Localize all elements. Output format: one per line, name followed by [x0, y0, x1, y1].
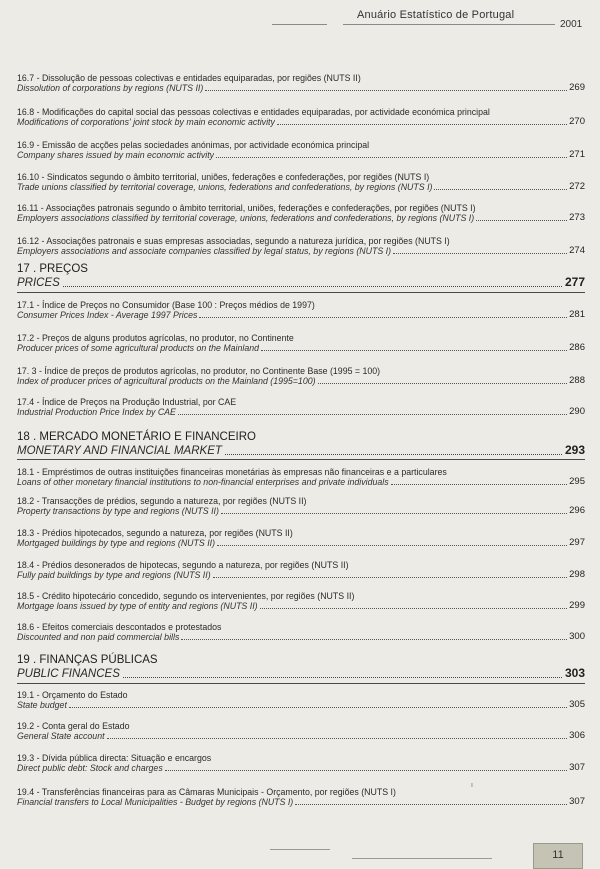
footer-rule-left — [270, 849, 330, 850]
section-page: 293 — [564, 443, 585, 457]
entry-title-en: Property transactions by type and regions (NUTS II) — [17, 506, 219, 516]
entry-title-pt: 19.1 - Orçamento do Estado — [17, 690, 128, 700]
toc-entry-17-3[interactable] — [17, 366, 585, 386]
entry-title-pt: 17. 3 - Índice de preços de produtos agrícolas, no produtor, no Continente Base (1995 = 100) — [17, 366, 381, 376]
leader-dots — [178, 408, 567, 415]
entry-title-en: Mortgaged buildings by type and regions (NUTS II) — [17, 538, 216, 548]
toc-entry-19-4[interactable] — [17, 787, 585, 807]
leader-dots — [295, 798, 567, 805]
toc-entry-18-3[interactable] — [17, 528, 585, 548]
entry-title-pt: 16.9 - Emissão de acções pelas sociedades anónimas, por actividade económica principal — [17, 140, 370, 150]
entry-title-en: Financial transfers to Local Municipalities - Budget by regions (NUTS I) — [17, 797, 294, 807]
entry-title-pt: 19.3 - Dívida pública directa: Situação e encargos — [17, 753, 212, 763]
entry-title-pt: 18.6 - Efeitos comerciais descontados e protestados — [17, 622, 222, 632]
entry-page: 281 — [569, 309, 585, 320]
entry-title-pt: 19.2 - Conta geral do Estado — [17, 721, 130, 731]
section-page: 277 — [564, 275, 585, 289]
entry-page: 272 — [569, 181, 585, 192]
entry-title-en: Direct public debt: Stock and charges — [17, 763, 163, 773]
leader-dots — [217, 539, 567, 546]
leader-dots — [225, 447, 562, 455]
leader-dots — [199, 311, 567, 318]
entry-title-en: State budget — [17, 700, 67, 710]
leader-dots — [165, 764, 567, 771]
entry-title-en: Discounted and non paid commercial bills — [17, 632, 180, 642]
page-number: 11 — [552, 849, 564, 861]
toc-entry-19-3[interactable] — [17, 753, 585, 773]
entry-title-en: Employers associations classified by territorial coverage, unions, federations and confederations, by regions (NUTS I) — [17, 213, 475, 223]
toc-entry-18-5[interactable] — [17, 591, 585, 611]
leader-dots — [260, 602, 568, 609]
entry-title-en: General State account — [17, 731, 105, 741]
leader-dots — [205, 84, 567, 91]
entry-title-pt: 18.4 - Prédios desonerados de hipotecas, segundo a natureza, por regiões (NUTS II) — [17, 560, 349, 570]
entry-title-pt: 17.1 - Índice de Preços no Consumidor (Base 100 : Preços médios de 1997) — [17, 300, 315, 310]
entry-title-en: Mortgage loans issued by type of entity and regions (NUTS II) — [17, 601, 258, 611]
section-divider — [17, 292, 585, 293]
entry-title-en: Dissolution of corporations by regions (NUTS II) — [17, 83, 204, 93]
leader-dots — [181, 633, 567, 640]
entry-title-en: Employers associations and associate companies classified by legal status, by regions (NUTS I) — [17, 246, 392, 256]
leader-dots — [221, 507, 567, 514]
entry-title-en: Index of producer prices of agricultural products on the Mainland (1995=100) — [17, 376, 316, 386]
toc-entry-18-4[interactable] — [17, 560, 585, 580]
section-divider — [17, 683, 585, 684]
toc-entry-16-12[interactable] — [17, 236, 585, 256]
header-rule-short — [272, 24, 327, 25]
entry-title-pt: 18.1 - Empréstimos de outras instituições financeiras monetárias às empresas não financeiras e a particulares — [17, 467, 447, 477]
toc-entry-16-9[interactable] — [17, 140, 585, 160]
entry-page: 295 — [569, 476, 585, 487]
entry-title-pt: 16.11 - Associações patronais segundo o âmbito territorial, uniões, federações e confederações, por regiões (NUTS I) — [17, 203, 476, 213]
entry-page: 270 — [569, 116, 585, 127]
entry-page: 296 — [569, 505, 585, 516]
entry-page: 305 — [569, 699, 585, 710]
leader-dots — [476, 214, 567, 221]
page-number-tab — [533, 843, 583, 869]
running-header-year: 2001 — [560, 19, 583, 30]
entry-title-en: Loans of other monetary financial institutions to non-financial enterprises and private individuals — [17, 477, 389, 487]
leader-dots — [213, 571, 568, 578]
entry-title-pt: 18.2 - Transacções de prédios, segundo a natureza, por regiões (NUTS II) — [17, 496, 307, 506]
entry-page: 274 — [569, 245, 585, 256]
section-title-en: PRICES — [17, 277, 60, 289]
toc-entry-18-2[interactable] — [17, 496, 585, 516]
entry-title-pt: 19.4 - Transferências financeiras para as Câmaras Municipais - Orçamento, por regiões (NUTS I) — [17, 787, 396, 797]
entry-page: 273 — [569, 212, 585, 223]
toc-entry-16-10[interactable] — [17, 172, 585, 192]
entry-title-pt: 18.3 - Prédios hipotecados, segundo a natureza, por regiões (NUTS II) — [17, 528, 293, 538]
section-heading-18[interactable] — [17, 431, 585, 457]
entry-page: 288 — [569, 375, 585, 386]
entry-page: 307 — [569, 762, 585, 773]
header-rule-long — [343, 24, 555, 25]
entry-title-en: Fully paid buildings by type and regions (NUTS II) — [17, 570, 211, 580]
section-divider — [17, 459, 585, 460]
leader-dots — [277, 118, 567, 125]
leader-dots — [69, 701, 567, 708]
entry-page: 299 — [569, 600, 585, 611]
leader-dots — [261, 344, 567, 351]
toc-entry-19-2[interactable] — [17, 721, 585, 741]
entry-page: 290 — [569, 406, 585, 417]
entry-page: 298 — [569, 569, 585, 580]
entry-page: 269 — [569, 82, 585, 93]
entry-page: 306 — [569, 730, 585, 741]
section-title-pt: 19 . FINANÇAS PÚBLICAS — [17, 654, 158, 666]
leader-dots — [63, 279, 562, 287]
leader-dots — [216, 151, 567, 158]
entry-page: 271 — [569, 149, 585, 160]
toc-entry-17-2[interactable] — [17, 333, 585, 353]
section-title-pt: 17 . PREÇOS — [17, 263, 88, 275]
toc-entry-17-4[interactable] — [17, 397, 585, 417]
section-title-pt: 18 . MERCADO MONETÁRIO E FINANCEIRO — [17, 431, 256, 443]
entry-page: 297 — [569, 537, 585, 548]
section-heading-19[interactable] — [17, 654, 585, 680]
entry-title-en: Producer prices of some agricultural products on the Mainland — [17, 343, 260, 353]
entry-title-pt: 16.7 - Dissolução de pessoas colectivas e entidades equiparadas, por regiões (NUTS II) — [17, 73, 361, 83]
toc-entry-17-1[interactable] — [17, 300, 585, 320]
entry-title-en: Trade unions classified by territorial coverage, unions, federations and confederations, by regions (NUTS I) — [17, 182, 433, 192]
leader-dots — [393, 247, 567, 254]
entry-title-pt: 16.12 - Associações patronais e suas empresas associadas, segundo a natureza jurídica, por regiões (NUTS I) — [17, 236, 450, 246]
entry-title-en: Consumer Prices Index - Average 1997 Prices — [17, 310, 198, 320]
leader-dots — [123, 670, 562, 678]
toc-entry-16-11[interactable] — [17, 203, 585, 223]
entry-title-pt: 17.2 - Preços de alguns produtos agrícolas, no produtor, no Continente — [17, 333, 294, 343]
entry-page: 286 — [569, 342, 585, 353]
entry-page: 300 — [569, 631, 585, 642]
section-title-en: MONETARY AND FINANCIAL MARKET — [17, 445, 222, 457]
toc-entry-18-1[interactable] — [17, 467, 585, 487]
section-heading-17[interactable] — [17, 263, 585, 289]
footer-rule-right — [352, 858, 492, 859]
toc-entry-16-8[interactable] — [17, 107, 585, 127]
entry-page: 307 — [569, 796, 585, 807]
entry-title-pt: 17.4 - Índice de Preços na Produção Industrial, por CAE — [17, 397, 237, 407]
leader-dots — [391, 478, 568, 485]
toc-entry-16-7[interactable] — [17, 73, 585, 93]
section-title-en: PUBLIC FINANCES — [17, 668, 120, 680]
entry-title-pt: 16.8 - Modificações do capital social das pessoas colectivas e entidades equiparadas, por actividade económica principal — [17, 107, 490, 117]
entry-title-en: Industrial Production Price Index by CAE — [17, 407, 176, 417]
leader-dots — [434, 183, 567, 190]
entry-title-pt: 18.5 - Crédito hipotecário concedido, segundo os intervenientes, por regiões (NUTS II) — [17, 591, 355, 601]
entry-title-en: Modifications of corporations' joint stock by main economic activity — [17, 117, 275, 127]
toc-entry-18-6[interactable] — [17, 622, 585, 642]
entry-title-en: Company shares issued by main economic activity — [17, 150, 215, 160]
section-page: 303 — [564, 666, 585, 680]
entry-title-pt: 16.10 - Sindicatos segundo o âmbito territorial, uniões, federações e confederações, por regiões (NUTS I) — [17, 172, 430, 182]
running-header-title: Anuário Estatístico de Portugal — [357, 9, 515, 21]
leader-dots — [107, 732, 568, 739]
toc-entry-19-1[interactable] — [17, 690, 585, 710]
leader-dots — [318, 377, 568, 384]
scan-mark: ı — [471, 782, 473, 789]
